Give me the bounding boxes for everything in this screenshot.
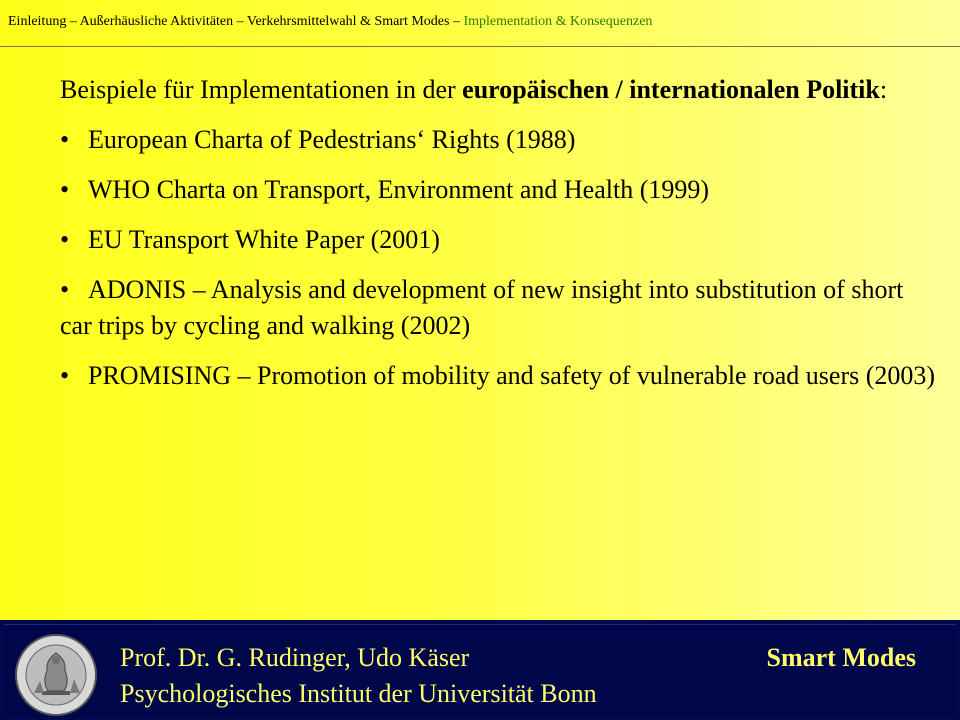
heading-suffix: : (879, 75, 888, 104)
footer-institute: Psychologisches Institut der Universität Bonn (120, 679, 597, 708)
list-item-text: PROMISING – Promotion of mobility and safety of vulnerable road users (2003) (88, 361, 936, 390)
footer (0, 620, 960, 720)
bullet: • (60, 125, 70, 154)
bullet: • (60, 225, 70, 254)
footer-brand: Smart Modes (766, 643, 916, 672)
list-item (60, 358, 940, 394)
university-seal-icon (14, 633, 98, 717)
list-item (60, 172, 940, 208)
breadcrumb-separator: – (233, 14, 247, 29)
breadcrumb-item-aktivitaeten: Außerhäusliche Aktivitäten (79, 14, 234, 29)
list-item (60, 122, 940, 158)
header-divider (0, 46, 960, 47)
list-item (60, 272, 940, 344)
list-item-text: European Charta of Pedestrians‘ Rights (1988) (88, 125, 576, 154)
breadcrumb-item-verkehrsmittelwahl: Verkehrsmittelwahl & Smart Modes (246, 14, 450, 29)
heading-emphasis: europäischen / internationalen Politik (462, 75, 880, 104)
breadcrumb-item-einleitung: Einleitung (8, 14, 67, 29)
breadcrumb (8, 14, 952, 30)
bullet: • (60, 175, 70, 204)
slide-content (60, 72, 940, 408)
breadcrumb-item-implementation: Implementation & Konsequenzen (463, 14, 653, 29)
breadcrumb-separator: – (449, 14, 464, 29)
breadcrumb-separator: – (66, 14, 80, 29)
heading-prefix: Beispiele für Implementationen in der (60, 75, 463, 104)
bullet: • (60, 275, 70, 304)
slide-heading (60, 72, 940, 108)
bullet: • (60, 361, 70, 390)
list-item-text: WHO Charta on Transport, Environment and Health (1999) (88, 175, 710, 204)
footer-authors: Prof. Dr. G. Rudinger, Udo Käser (120, 643, 470, 672)
list-item-text: EU Transport White Paper (2001) (88, 225, 440, 254)
list-item-text: ADONIS – Analysis and development of new insight into substitution of short car trips by cycling and walking (2002) (60, 275, 904, 340)
list-item (60, 222, 940, 258)
footer-panel (4, 624, 956, 717)
